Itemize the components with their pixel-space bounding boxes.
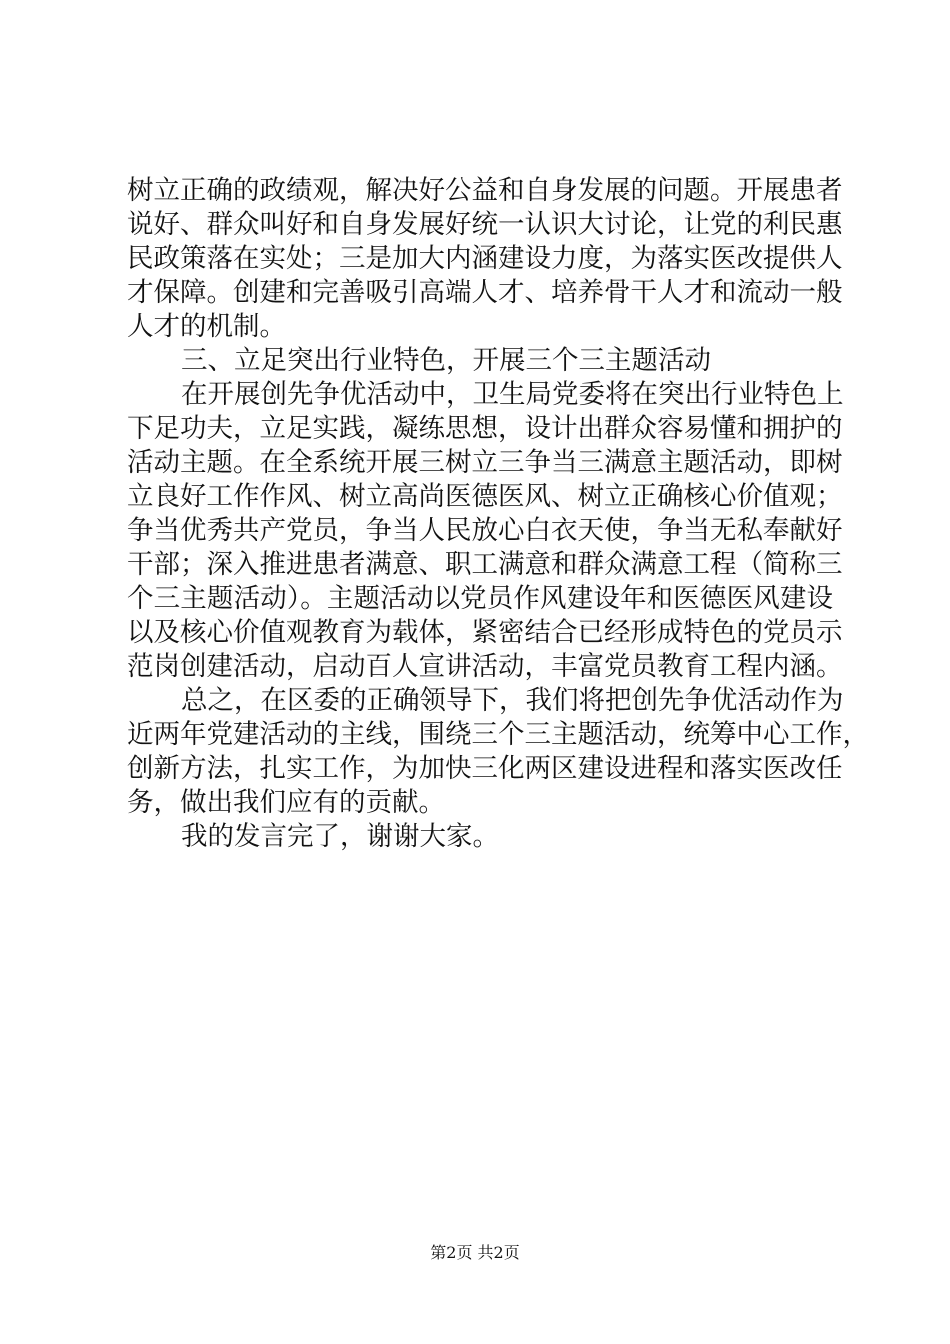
text-line: 务，做出我们应有的贡献。 bbox=[127, 787, 445, 818]
page-footer bbox=[0, 1243, 950, 1263]
text-line: 下足功夫，立足实践，凝练思想，设计出群众容易懂和拥护的 bbox=[127, 413, 843, 444]
closing-line: 我的发言完了，谢谢大家。 bbox=[181, 821, 499, 852]
text-line: 立良好工作作风、树立高尚医德医风、树立正确核心价值观； bbox=[127, 481, 843, 512]
text-line: 树立正确的政绩观，解决好公益和自身发展的问题。开展患者 bbox=[127, 175, 843, 206]
page-number-label: 第2页 共2页 bbox=[430, 1243, 520, 1262]
text-line: 才保障。创建和完善吸引高端人才、培养骨干人才和流动一般 bbox=[127, 277, 843, 308]
section-heading: 三、立足突出行业特色，开展三个三主题活动 bbox=[181, 345, 711, 376]
text-line: 说好、群众叫好和自身发展好统一认识大讨论，让党的利民惠 bbox=[127, 209, 843, 240]
text-line: 民政策落在实处；三是加大内涵建设力度，为落实医改提供人 bbox=[127, 243, 843, 274]
text-line: 争当优秀共产党员，争当人民放心白衣天使，争当无私奉献好 bbox=[127, 515, 843, 546]
text-line: 活动主题。在全系统开展三树立三争当三满意主题活动，即树 bbox=[127, 447, 843, 478]
text-line: 总之，在区委的正确领导下，我们将把创先争优活动作为 bbox=[181, 685, 844, 716]
document-body bbox=[127, 174, 869, 854]
text-line: 范岗创建活动，启动百人宣讲活动，丰富党员教育工程内涵。 bbox=[127, 651, 843, 682]
text-line: 创新方法，扎实工作，为加快三化两区建设进程和落实医改任 bbox=[127, 753, 843, 784]
text-line: 个三主题活动）。主题活动以党员作风建设年和医德医风建设 bbox=[127, 583, 833, 614]
text-line: 干部；深入推进患者满意、职工满意和群众满意工程（简称三 bbox=[127, 549, 843, 580]
text-line: 以及核心价值观教育为载体，紧密结合已经形成特色的党员示 bbox=[127, 617, 843, 648]
text-line: 人才的机制。 bbox=[127, 311, 286, 342]
text-line: 在开展创先争优活动中，卫生局党委将在突出行业特色上 bbox=[181, 379, 844, 410]
text-line: 近两年党建活动的主线，围绕三个三主题活动，统筹中心工作， bbox=[127, 719, 869, 750]
